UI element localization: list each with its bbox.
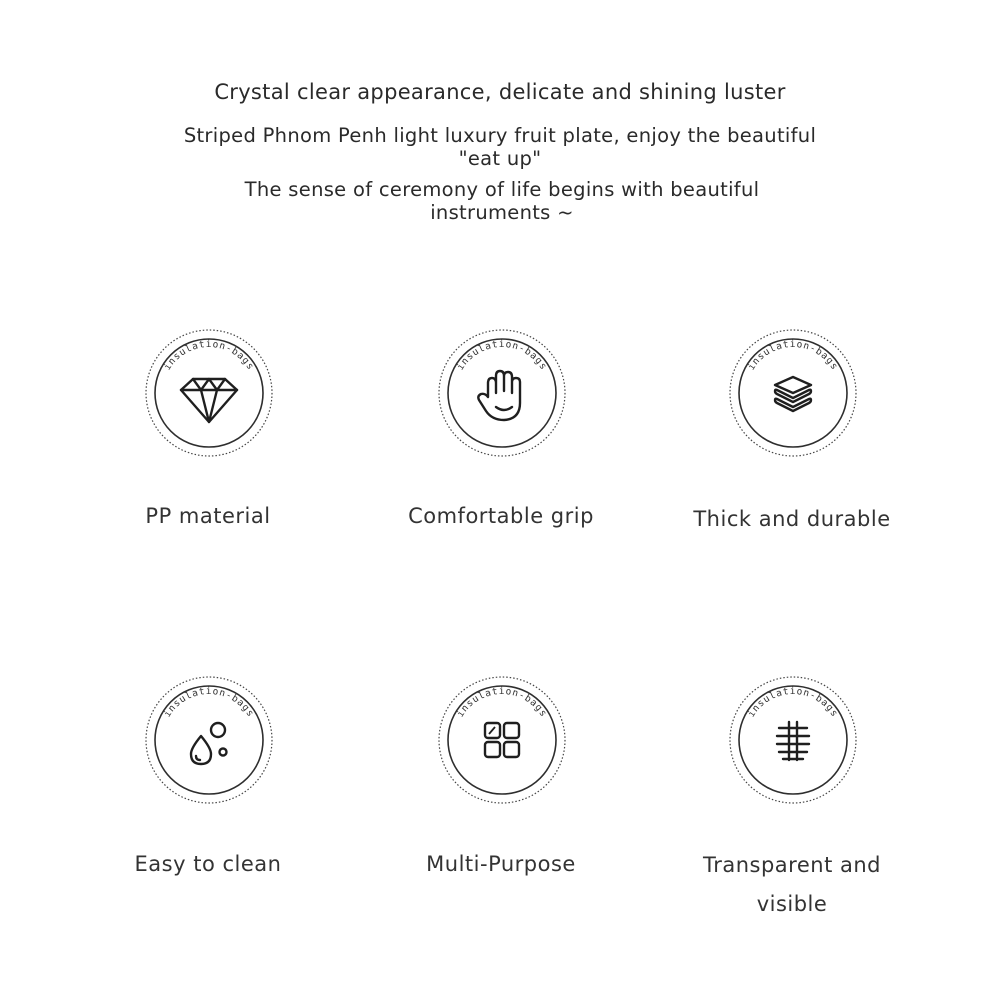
feature-label: Easy to clean: [134, 852, 282, 876]
svg-text:insulation-bags: [162, 686, 256, 719]
badge-ring-text: insulation-bags: [454, 686, 550, 720]
intro-line-1: Crystal clear appearance, delicate and shining luster: [214, 80, 786, 104]
intro-line-3: The sense of ceremony of life begins with beautiful instruments ~: [244, 178, 760, 224]
svg-text:insulation-bags: [746, 339, 840, 372]
feature-label: Thick and durable: [693, 507, 891, 531]
badge-ring-text: insulation-bags: [454, 339, 550, 373]
feature-label: Multi-Purpose: [426, 852, 576, 876]
insulation-badge: [143, 327, 275, 459]
feature-label: Comfortable grip: [408, 504, 594, 528]
intro-line-2: Striped Phnom Penh light luxury fruit plate, enjoy the beautiful "eat up": [183, 124, 817, 170]
feature-multi-purpose: [381, 674, 621, 934]
feature-label: Transparent and visible: [702, 853, 881, 916]
feature-pp-material: [88, 327, 328, 587]
feature-label: PP material: [145, 504, 271, 528]
insulation-badge: [436, 674, 568, 806]
svg-text:insulation-bags: [746, 686, 840, 719]
fishbone-icon: [777, 722, 809, 760]
badge-ring-text: insulation-bags: [745, 686, 841, 720]
badge-ring-text: insulation-bags: [161, 339, 257, 373]
feature-easy-clean: [88, 674, 328, 934]
feature-comfortable-grip: [381, 327, 621, 587]
insulation-badge: [727, 674, 859, 806]
grid-icon: [485, 723, 519, 757]
insulation-badge: [436, 327, 568, 459]
feature-thick-durable: [672, 327, 912, 587]
insulation-badge: [727, 327, 859, 459]
svg-text:insulation-bags: [455, 339, 549, 372]
badge-ring-text: insulation-bags: [745, 339, 841, 373]
layers-icon: [775, 377, 811, 411]
feature-transparent-visible: [672, 674, 912, 934]
diamond-icon: [181, 379, 237, 422]
badge-ring-text: insulation-bags: [161, 686, 257, 720]
water-drops-icon: [191, 723, 227, 764]
svg-text:insulation-bags: [455, 686, 549, 719]
insulation-badge: [143, 674, 275, 806]
svg-text:insulation-bags: [162, 339, 256, 372]
hand-icon: [478, 371, 520, 420]
